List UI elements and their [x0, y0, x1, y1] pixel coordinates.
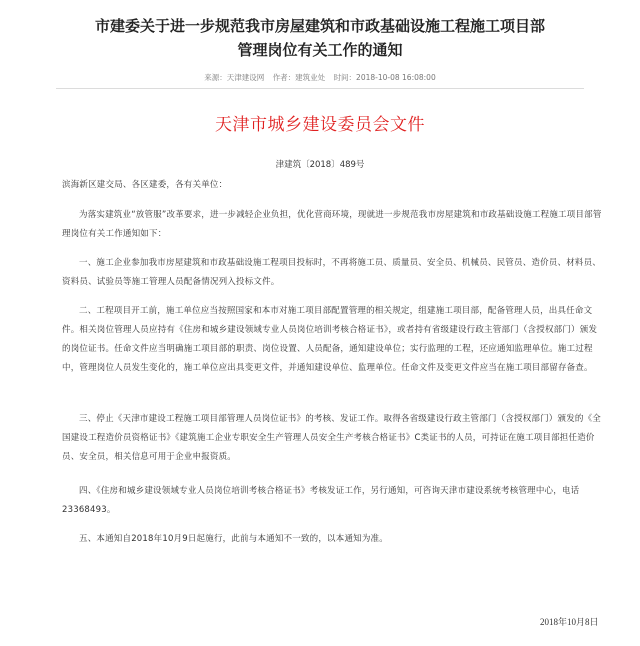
- document-date: 2018年10月8日: [540, 617, 599, 627]
- article-title-line1: 市建委关于进一步规范我市房屋建筑和市政基础设施工程施工项目部: [94, 17, 545, 35]
- meta-author: 作者：建筑业处: [272, 73, 326, 82]
- article-title-line2: 管理岗位有关工作的通知: [237, 41, 403, 59]
- item-4-paragraph: 四、《住房和城乡建设领域专业人员岗位培训考核合格证书》考核发证工作，另行通知，可咨询天津市建设系统考核管理中心，电话23368493。: [62, 486, 580, 515]
- header-divider: [56, 88, 584, 89]
- article-meta: [0, 72, 640, 83]
- item-1-paragraph: 一、施工企业参加我市房屋建筑和市政基础设施工程项目投标时，不再将施工员、质量员、安全员、机械员、民管员、造价员、材料员、资料员、试验员等施工管理人员配备情况列入投标文件。: [62, 258, 602, 287]
- item-2-paragraph: 二、工程项目开工前，施工单位应当按照国家和本市对施工项目部配置管理的相关规定，组建施工项目部，配备管理人员，出具任命文件。相关岗位管理人员应持有《住房和城乡建设领域专业人员岗位培训考核合格证书》，或者持有省级建设行政主管部门（含授权部门）颁发的岗位证书。任命文件应当明确施工项目部的职责、岗位设置、人员配备，通知建设单位；实行监理的工程，还应通知监理单位。施工过程中，管理岗位人员发生变化的，施工单位应出具变更文件，并通知建设单位、监理单位。任命文件及变更文件应当在施工项目部留存备查。: [62, 306, 598, 373]
- intro-paragraph: 为落实建筑业“放管服”改革要求，进一步减轻企业负担，优化营商环境，现就进一步规范我市房屋建筑和市政基础设施工程施工项目部管理岗位有关工作通知如下：: [62, 210, 602, 239]
- red-document-header: 天津市城乡建设委员会文件: [215, 115, 425, 135]
- item-3-paragraph: 三、停止《天津市建设工程施工项目部管理人员岗位证书》的考核、发证工作。取得各省级建设行政主管部门（含授权部门）颁发的《全国建设工程造价员资格证书》《建筑施工企业专职安全生产管理人员安全生产考核合格证书》C类证书的人员，可持证在施工项目部担任造价员、安全员，相关信息可用于企业申报资质。: [62, 414, 602, 462]
- document-number: 津建筑〔2018〕489号: [275, 160, 365, 170]
- meta-time: 时间：2018-10-08 16:08:00: [333, 73, 436, 82]
- addressee: 滨海新区建交局、各区建委，各有关单位：: [62, 180, 228, 190]
- meta-source: 来源：天津建设网: [204, 73, 265, 82]
- item-5-paragraph: 五、本通知自2018年10月9日起施行，此前与本通知不一致的，以本通知为准。: [79, 534, 388, 544]
